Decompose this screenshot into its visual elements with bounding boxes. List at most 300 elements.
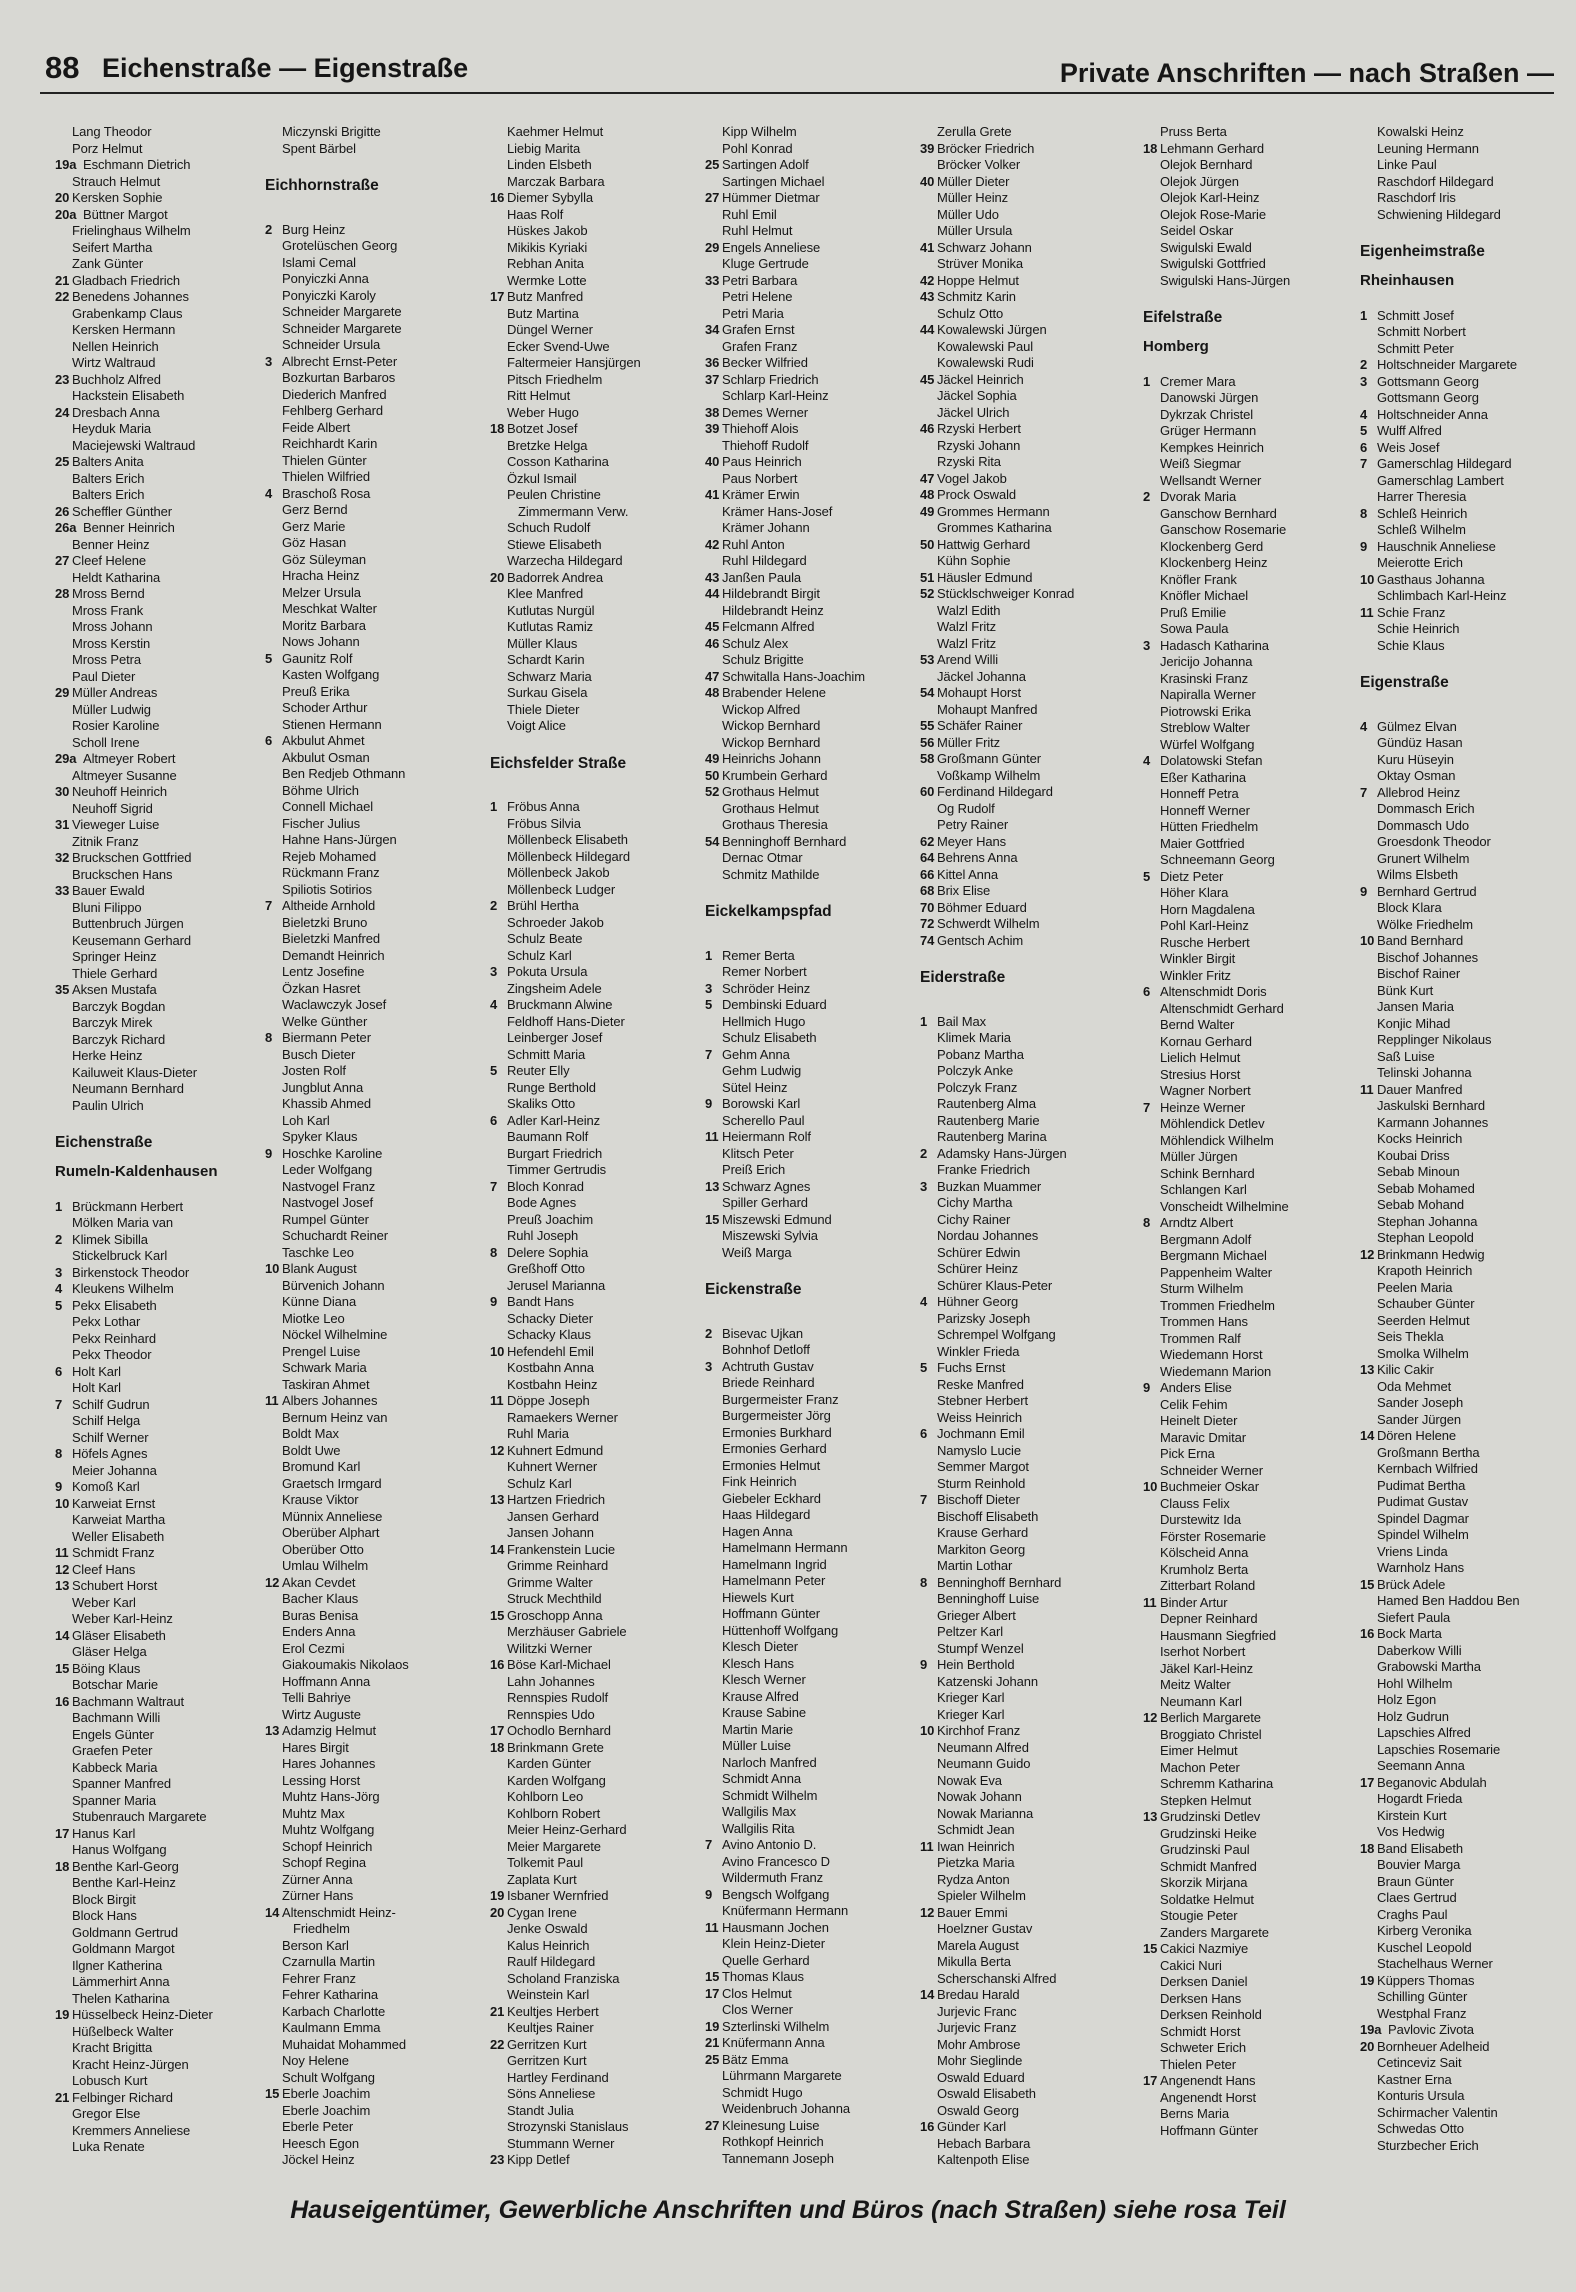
- resident-name: Bohnhof Detloff: [722, 1342, 810, 1357]
- resident-name: Remer Berta: [722, 947, 795, 963]
- resident-name: Sturm Wilhelm: [1160, 1281, 1244, 1296]
- resident-name: Prock Oswald: [937, 487, 1016, 502]
- resident-entry: [1143, 638, 1368, 655]
- resident-entry: [705, 388, 930, 405]
- resident-name: Vonscheidt Wilhelmine: [1160, 1198, 1289, 1214]
- resident-name: Düngel Werner: [507, 322, 593, 337]
- resident-entry: [1143, 852, 1368, 869]
- house-number: 20a: [55, 206, 77, 222]
- resident-entry: [265, 1443, 490, 1460]
- resident-name: Walzl Edith: [937, 602, 1001, 618]
- resident-entry: [1143, 1001, 1368, 1018]
- house-number: 11: [265, 1393, 279, 1408]
- house-number: 42: [920, 272, 935, 288]
- resident-name: Hebach Barbara: [937, 2135, 1031, 2151]
- house-number: 54: [705, 833, 720, 849]
- resident-name: Bengsch Wolfgang: [722, 1886, 830, 1902]
- resident-name: Taskiran Ahmet: [282, 1376, 370, 1392]
- house-number: 17: [490, 1723, 505, 1738]
- resident-name: Sartingen Adolf: [722, 157, 809, 172]
- resident-name: Thiehoff Rudolf: [722, 437, 809, 453]
- resident-name: Klein Heinz-Dieter: [722, 1936, 825, 1951]
- resident-entry: [920, 1789, 1145, 1806]
- resident-name: Lehmann Gerhard: [1160, 140, 1265, 156]
- house-number: 10: [55, 1495, 70, 1511]
- resident-entry: [265, 1278, 490, 1295]
- resident-entry: [920, 1971, 1145, 1988]
- resident-name: Bauer Ewald: [72, 883, 145, 898]
- resident-entry: [490, 372, 715, 389]
- resident-entry: [55, 1248, 280, 1265]
- resident-name: Müller Klaus: [507, 635, 578, 651]
- house-number: 3: [1143, 637, 1151, 653]
- resident-entry: [1360, 1758, 1576, 1775]
- resident-name: Buttenbruch Jürgen: [72, 916, 184, 931]
- resident-name: Maciejewski Waltraud: [72, 437, 196, 453]
- resident-entry: [705, 1639, 930, 1656]
- resident-name: Blank August: [282, 1261, 357, 1276]
- resident-entry: [265, 141, 490, 158]
- resident-entry: [920, 537, 1145, 554]
- resident-name: Sartingen Michael: [722, 173, 825, 189]
- resident-entry: [490, 702, 715, 719]
- resident-name: Möhlendick Detlev: [1160, 1116, 1265, 1131]
- resident-entry: [920, 817, 1145, 834]
- resident-name: Schlarp Friedrich: [722, 371, 819, 387]
- resident-name: Hoppe Helmut: [937, 272, 1019, 288]
- resident-entry: [490, 981, 715, 998]
- resident-entry: [265, 1509, 490, 1526]
- resident-entry: [705, 1441, 930, 1458]
- resident-name: Gasthaus Johanna: [1377, 571, 1485, 587]
- resident-entry: [265, 1228, 490, 1245]
- resident-entry: [920, 1426, 1145, 1443]
- resident-entry: [265, 931, 490, 948]
- resident-name: Behrens Anna: [937, 850, 1018, 865]
- resident-name: Schilf Helga: [72, 1413, 141, 1428]
- resident-entry: [490, 652, 715, 669]
- resident-entry: [1143, 720, 1368, 737]
- house-number: 4: [1360, 718, 1368, 734]
- house-number: 2: [1360, 357, 1368, 372]
- resident-entry: [1360, 489, 1576, 506]
- street-heading: Eichsfelder Straße: [490, 754, 627, 772]
- resident-name: Ochodlo Bernhard: [507, 1723, 611, 1738]
- resident-entry: [920, 669, 1145, 686]
- resident-name: Karmann Johannes: [1377, 1114, 1489, 1130]
- resident-entry: [55, 1446, 280, 1463]
- resident-name: Dembinski Eduard: [722, 997, 827, 1012]
- resident-entry: [1143, 1215, 1368, 1232]
- resident-entry: [1143, 1496, 1368, 1513]
- resident-name: Kaehmer Helmut: [507, 124, 604, 139]
- resident-name: Gamerschlag Lambert: [1377, 472, 1504, 488]
- resident-entry: [55, 1065, 280, 1082]
- resident-name: Swigulski Gottfried: [1160, 256, 1266, 271]
- resident-entry: [265, 1773, 490, 1790]
- resident-entry: [55, 1232, 280, 1249]
- resident-entry: [55, 949, 280, 966]
- resident-entry: [705, 801, 930, 818]
- resident-name: Daberkow Willi: [1377, 1642, 1462, 1658]
- resident-name: Jansen Gerhard: [507, 1508, 599, 1524]
- street-heading: Eichhornstraße: [265, 177, 379, 194]
- resident-entry: [920, 1756, 1145, 1773]
- resident-name: Schulz Otto: [937, 305, 1004, 321]
- resident-entry: [920, 1674, 1145, 1691]
- resident-entry: [705, 1063, 930, 1080]
- resident-name: Kutlutas Nurgül: [507, 602, 595, 618]
- resident-name: Hamelmann Hermann: [722, 1540, 848, 1555]
- house-number: 9: [920, 1657, 928, 1672]
- resident-entry: [1143, 190, 1368, 207]
- resident-entry: [265, 387, 490, 404]
- resident-entry: [920, 603, 1145, 620]
- house-number: 2: [265, 221, 273, 237]
- resident-name: Hütten Friedhelm: [1160, 819, 1259, 834]
- resident-name: Merzhäuser Gabriele: [507, 1624, 627, 1639]
- resident-name: Klockenberg Gerd: [1160, 538, 1264, 554]
- resident-entry: [490, 190, 715, 207]
- resident-name: Prengel Luise: [282, 1343, 361, 1359]
- resident-name: Klockenberg Heinz: [1160, 555, 1268, 570]
- resident-name: Baumann Rolf: [507, 1129, 589, 1144]
- resident-name: Lämmerhirt Anna: [72, 1974, 170, 1989]
- resident-name: Hein Berthold: [937, 1657, 1015, 1672]
- resident-name: Schilf Gudrun: [72, 1396, 150, 1412]
- resident-name: Depner Reinhard: [1160, 1611, 1258, 1626]
- resident-entry: [705, 339, 930, 356]
- resident-entry: [920, 1921, 1145, 1938]
- resident-name: Mikulla Berta: [937, 1954, 1011, 1969]
- resident-entry: [705, 372, 930, 389]
- resident-entry: [1360, 390, 1576, 407]
- resident-entry: [1360, 801, 1576, 818]
- resident-entry: [265, 2103, 490, 2120]
- resident-name: Wickop Alfred: [722, 701, 801, 717]
- resident-entry: [920, 1459, 1145, 1476]
- resident-entry: [265, 1525, 490, 1542]
- resident-name: Clos Werner: [722, 2002, 793, 2017]
- resident-entry: [1143, 1941, 1368, 1958]
- resident-name: Hühner Georg: [937, 1294, 1019, 1309]
- resident-name: Bischof Rainer: [1377, 966, 1461, 981]
- resident-entry: [490, 207, 715, 224]
- resident-entry: [1360, 768, 1576, 785]
- resident-entry: [920, 1575, 1145, 1592]
- resident-name: Altenschmidt Doris: [1160, 984, 1267, 999]
- resident-name: Graefen Peter: [72, 1743, 153, 1758]
- house-number: 35: [55, 982, 70, 997]
- resident-entry: [920, 405, 1145, 422]
- resident-entry: [705, 520, 930, 537]
- resident-entry: [265, 750, 490, 767]
- resident-name: Iwan Heinrich: [937, 1838, 1015, 1854]
- resident-name: Kalus Heinrich: [507, 1937, 590, 1953]
- resident-entry: [705, 1375, 930, 1392]
- resident-entry: [55, 1331, 280, 1348]
- resident-entry: [920, 1872, 1145, 1889]
- resident-entry: [920, 570, 1145, 587]
- resident-entry: [1360, 1956, 1576, 1973]
- house-number: 42: [705, 536, 720, 552]
- resident-name: Müller Ursula: [937, 223, 1013, 238]
- resident-name: Grothaus Theresia: [722, 817, 828, 832]
- resident-name: Kracht Heinz-Jürgen: [72, 2056, 189, 2072]
- resident-entry: [1143, 588, 1368, 605]
- resident-entry: [490, 1822, 715, 1839]
- resident-entry: [55, 1826, 280, 1843]
- resident-name: Butz Manfred: [507, 289, 584, 304]
- resident-entry: [55, 1562, 280, 1579]
- resident-name: Strüver Monika: [937, 256, 1024, 271]
- resident-entry: [1360, 440, 1576, 457]
- resident-entry: [920, 339, 1145, 356]
- resident-name: Kipp Detlef: [507, 2152, 570, 2167]
- resident-entry: [1360, 1346, 1576, 1363]
- resident-name: Botschar Marie: [72, 1677, 159, 1692]
- house-number: 66: [920, 866, 935, 882]
- house-number: 29: [705, 239, 720, 255]
- resident-entry: [920, 2152, 1145, 2169]
- resident-name: Remer Norbert: [722, 964, 807, 979]
- house-number: 58: [920, 751, 935, 766]
- resident-entry: [55, 1595, 280, 1612]
- resident-entry: [490, 586, 715, 603]
- resident-entry: [1360, 1890, 1576, 1907]
- resident-entry: [920, 157, 1145, 174]
- house-number: 6: [55, 1363, 63, 1379]
- resident-entry: [1143, 1397, 1368, 1414]
- resident-entry: [55, 619, 280, 636]
- resident-entry: [705, 471, 930, 488]
- resident-entry: [490, 2004, 715, 2021]
- resident-entry: [705, 636, 930, 653]
- resident-name: Kailuweit Klaus-Dieter: [72, 1064, 197, 1080]
- resident-entry: [55, 471, 280, 488]
- resident-name: Grabenkamp Claus: [72, 305, 183, 321]
- resident-name: Islami Cemal: [282, 254, 356, 270]
- resident-name: Hoelzner Gustav: [937, 1921, 1033, 1936]
- resident-entry: [1143, 968, 1368, 985]
- resident-entry: [490, 997, 715, 1014]
- resident-entry: [265, 1393, 490, 1410]
- resident-name: Knüfermann Hermann: [722, 1903, 849, 1918]
- resident-name: Bröcker Volker: [937, 157, 1021, 172]
- resident-entry: [705, 405, 930, 422]
- resident-entry: [705, 1920, 930, 1937]
- resident-entry: [705, 1129, 930, 1146]
- resident-name: Dietz Peter: [1160, 868, 1224, 884]
- resident-entry: [1360, 1247, 1576, 1264]
- resident-name: Bock Marta: [1377, 1626, 1442, 1641]
- resident-name: Grommes Hermann: [937, 503, 1050, 519]
- resident-entry: [705, 735, 930, 752]
- resident-entry: [1360, 174, 1576, 191]
- house-number: 64: [920, 850, 935, 865]
- resident-name: Bernhard Gertrud: [1377, 883, 1477, 899]
- resident-entry: [55, 1545, 280, 1562]
- resident-name: Wallgilis Max: [722, 1804, 797, 1819]
- resident-name: Stiewe Elisabeth: [507, 536, 602, 552]
- resident-entry: [1360, 1610, 1576, 1627]
- resident-entry: [1143, 1644, 1368, 1661]
- resident-name: Eßer Katharina: [1160, 769, 1247, 785]
- house-number: 11: [1360, 604, 1374, 620]
- house-number: 15: [705, 1211, 720, 1227]
- resident-entry: [920, 1212, 1145, 1229]
- resident-name: Buzkan Muammer: [937, 1178, 1042, 1194]
- resident-entry: [490, 339, 715, 356]
- resident-entry: [265, 865, 490, 882]
- resident-entry: [1143, 489, 1368, 506]
- resident-entry: [705, 2134, 930, 2151]
- resident-name: Krämer Erwin: [722, 487, 800, 502]
- house-number: 1: [705, 947, 713, 963]
- resident-name: Seemann Anna: [1377, 1758, 1465, 1773]
- resident-name: Stachelhaus Werner: [1377, 1956, 1493, 1971]
- column-1: [55, 124, 280, 2156]
- resident-name: Jurjevic Franz: [937, 2020, 1017, 2035]
- resident-entry: [1143, 1595, 1368, 1612]
- house-number: 36: [705, 355, 720, 370]
- street-heading: Eiderstraße: [920, 969, 1006, 986]
- resident-name: Muhtz Hans-Jörg: [282, 1789, 380, 1804]
- resident-name: Ruhl Emil: [722, 206, 777, 222]
- resident-name: Repplinger Nikolaus: [1377, 1032, 1492, 1047]
- resident-name: Lahn Johannes: [507, 1673, 595, 1689]
- resident-name: Pekx Elisabeth: [72, 1297, 157, 1313]
- resident-entry: [55, 207, 280, 224]
- resident-name: Ramaekers Werner: [507, 1409, 618, 1425]
- resident-name: Reske Manfred: [937, 1376, 1024, 1392]
- resident-entry: [1360, 785, 1576, 802]
- resident-entry: [265, 321, 490, 338]
- resident-name: Cakici Nazmiye: [1160, 1941, 1249, 1956]
- house-number: 6: [1360, 439, 1368, 455]
- resident-entry: [55, 174, 280, 191]
- resident-entry: [55, 1908, 280, 1925]
- resident-entry: [55, 1298, 280, 1315]
- resident-name: Pudimat Gustav: [1377, 1494, 1469, 1509]
- resident-entry: [490, 1872, 715, 1889]
- resident-entry: [1143, 1677, 1368, 1694]
- resident-entry: [1143, 753, 1368, 770]
- resident-name: Ermonies Burkhard: [722, 1424, 832, 1440]
- house-number: 3: [920, 1178, 928, 1194]
- house-number: 34: [705, 322, 720, 337]
- resident-entry: [265, 469, 490, 486]
- resident-name: Nordau Johannes: [937, 1228, 1039, 1243]
- resident-name: Brück Adele: [1377, 1576, 1446, 1592]
- resident-name: Fuchs Ernst: [937, 1360, 1006, 1375]
- resident-name: Olejok Karl-Heinz: [1160, 190, 1260, 205]
- resident-name: Olejok Rose-Marie: [1160, 206, 1266, 222]
- page-header: [40, 50, 1554, 94]
- resident-name: Ben Redjeb Othmann: [282, 766, 406, 781]
- resident-entry: [1143, 704, 1368, 721]
- resident-name: Ganschow Bernhard: [1160, 505, 1277, 521]
- resident-entry: [1360, 572, 1576, 589]
- resident-entry: [1360, 539, 1576, 556]
- resident-entry: [490, 1987, 715, 2004]
- house-number: 17: [1143, 2073, 1158, 2088]
- resident-entry: [55, 1364, 280, 1381]
- resident-entry: [705, 1705, 930, 1722]
- resident-name: Möllenbeck Elisabeth: [507, 832, 628, 847]
- resident-name: Spindel Wilhelm: [1377, 1527, 1469, 1542]
- resident-entry: [265, 1558, 490, 1575]
- resident-entry: [705, 981, 930, 998]
- resident-entry: [490, 504, 715, 521]
- resident-name: Zanders Margarete: [1160, 1924, 1269, 1940]
- resident-entry: [55, 322, 280, 339]
- resident-entry: [1360, 1923, 1576, 1940]
- resident-name: Seis Thekla: [1377, 1329, 1444, 1344]
- resident-entry: [265, 997, 490, 1014]
- resident-entry: [265, 2037, 490, 2054]
- house-number: 17: [1360, 1774, 1375, 1790]
- resident-entry: [490, 964, 715, 981]
- resident-name: Müller Udo: [937, 206, 999, 222]
- resident-name: Cleef Helene: [72, 553, 146, 568]
- house-number: 13: [490, 1492, 505, 1507]
- resident-name: Hümmer Dietmar: [722, 190, 820, 205]
- resident-name: Schmitz Mathilde: [722, 866, 820, 882]
- resident-name: Komoß Karl: [72, 1479, 140, 1494]
- resident-name: Schmidt Franz: [72, 1545, 155, 1560]
- resident-entry: [490, 1954, 715, 1971]
- resident-entry: [1143, 423, 1368, 440]
- resident-entry: [705, 207, 930, 224]
- resident-name: Fehrer Katharina: [282, 1987, 378, 2002]
- resident-entry: [920, 2103, 1145, 2120]
- resident-name: Sturm Reinhold: [937, 1475, 1026, 1491]
- resident-name: Saß Luise: [1377, 1048, 1435, 1064]
- resident-name: Schremm Katharina: [1160, 1776, 1274, 1791]
- spacer: [1143, 357, 1368, 374]
- resident-name: Hoschke Karoline: [282, 1145, 383, 1161]
- resident-name: Hanus Karl: [72, 1825, 136, 1841]
- resident-name: Mohr Sieglinde: [937, 2053, 1023, 2068]
- resident-entry: [1360, 950, 1576, 967]
- resident-name: Kowalewski Rudi: [937, 355, 1034, 370]
- house-number: 19: [705, 2018, 720, 2034]
- resident-entry: [490, 1360, 715, 1377]
- resident-name: Wilms Elsbeth: [1377, 867, 1459, 882]
- resident-name: Gerritzen Kurt: [507, 2036, 587, 2052]
- resident-name: Hausmann Siegfried: [1160, 1627, 1276, 1643]
- resident-name: Holz Gudrun: [1377, 1708, 1449, 1724]
- resident-name: Thielen Wilfried: [282, 469, 370, 484]
- resident-entry: [920, 702, 1145, 719]
- resident-entry: [705, 438, 930, 455]
- resident-entry: [490, 619, 715, 636]
- resident-entry: [265, 1938, 490, 1955]
- resident-name: Bachmann Willi: [72, 1710, 161, 1725]
- resident-name: Dauer Manfred: [1377, 1081, 1463, 1097]
- resident-entry: [55, 1760, 280, 1777]
- column-3: [490, 124, 715, 2169]
- resident-name: Klesch Dieter: [722, 1639, 799, 1654]
- resident-entry: [920, 718, 1145, 735]
- resident-entry: [490, 1294, 715, 1311]
- resident-entry: [265, 1311, 490, 1328]
- resident-entry: [490, 1905, 715, 1922]
- resident-entry: [1143, 157, 1368, 174]
- resident-entry: [265, 783, 490, 800]
- resident-name: Skaliks Otto: [507, 1096, 576, 1111]
